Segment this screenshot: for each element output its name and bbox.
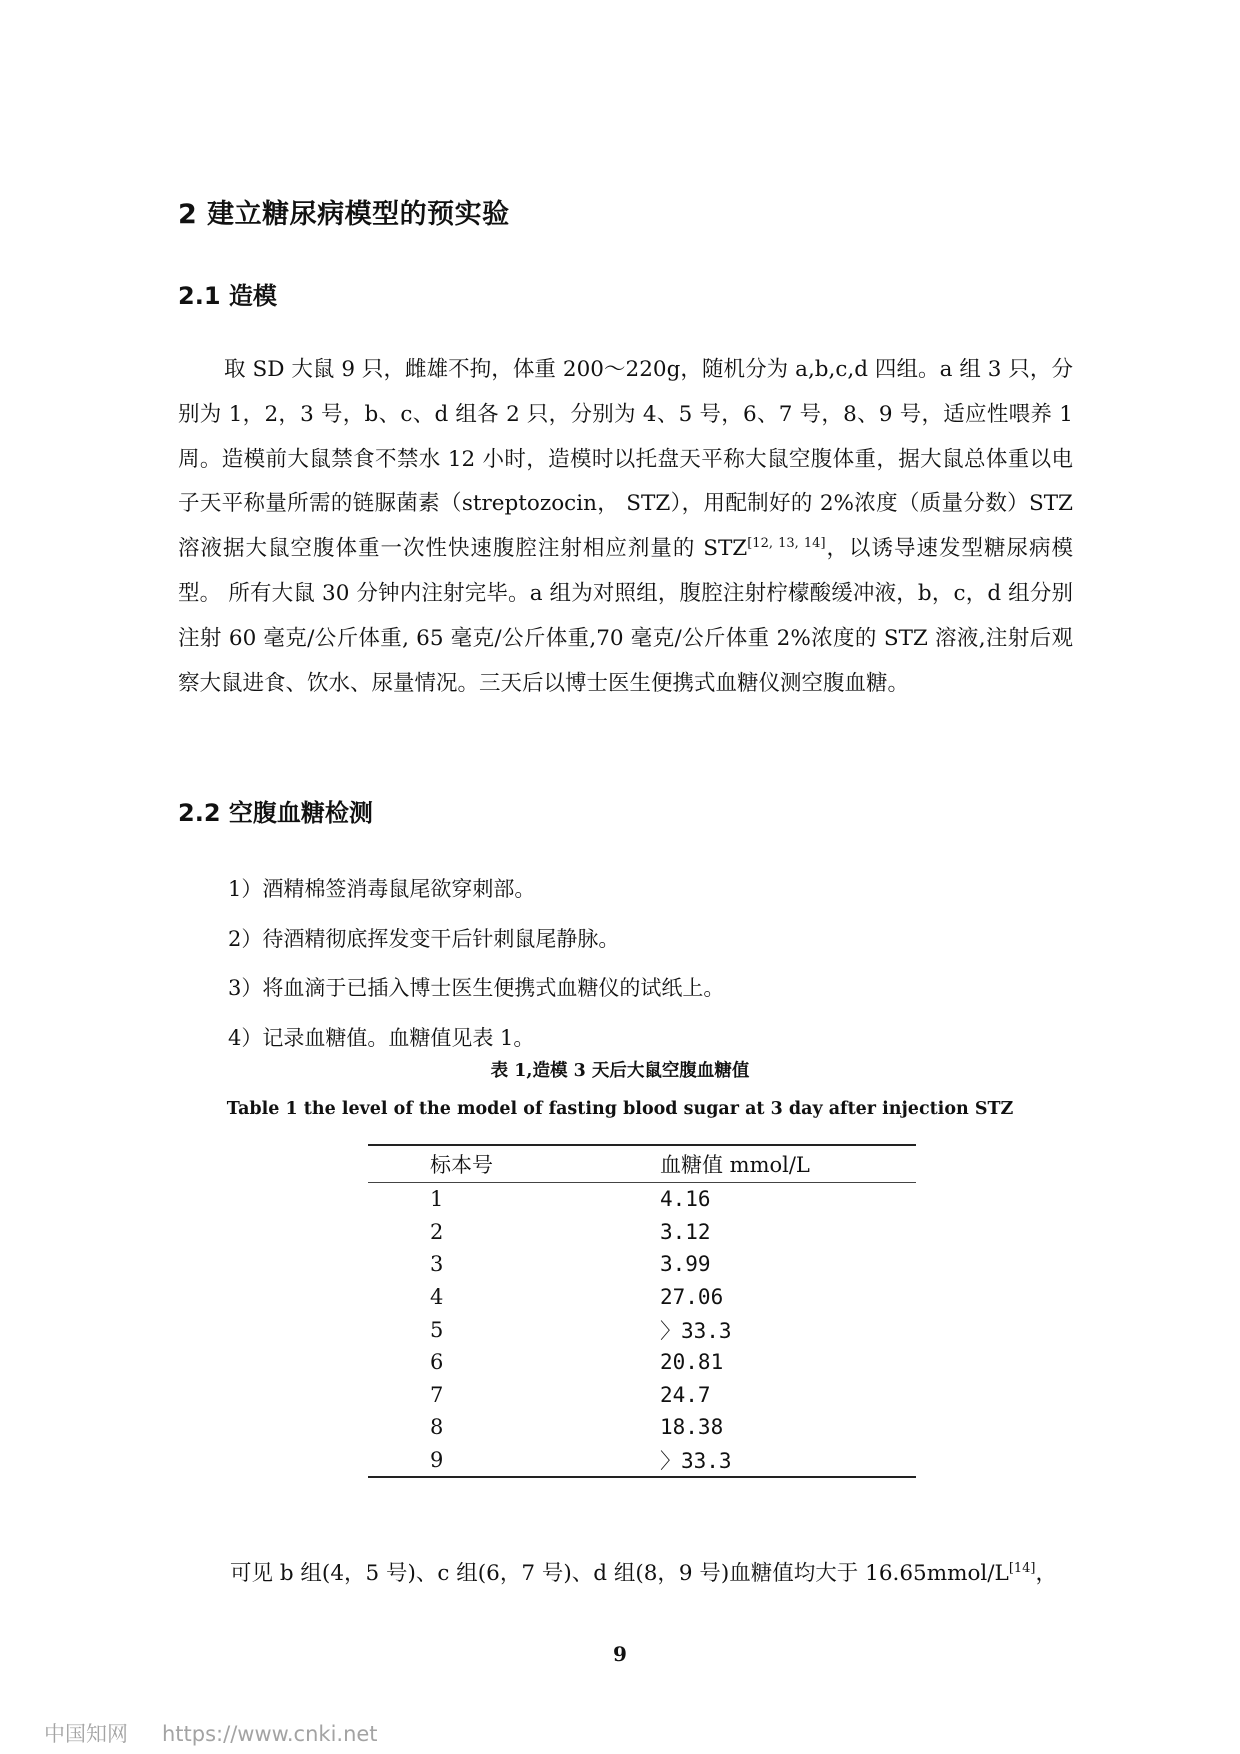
table-row [368,1281,916,1314]
glucose-value-cell: 18.38 [660,1415,724,1440]
blood-glucose-table [368,1144,916,1478]
procedure-step: 4）记录血糖值。血糖值见表 1。 [228,1025,535,1050]
sample-id-cell: 2 [430,1219,444,1244]
procedure-step: 2）待酒精彻底挥发变干后针刺鼠尾静脉。 [228,926,620,951]
procedure-step: 3）将血滴于已插入博士医生便携式血糖仪的试纸上。 [228,976,725,1000]
modeling-paragraph [178,348,1073,706]
section-heading-modeling: 2.1 造模 [178,282,277,310]
glucose-value-cell: 4.16 [660,1187,711,1212]
glucose-value-cell: 3.99 [660,1252,711,1277]
citation-ref[interactable]: [14] [1008,1560,1036,1576]
glucose-value-cell: 〉33.3 [660,1318,732,1343]
sample-id-cell: 9 [430,1448,444,1473]
glucose-value-cell: 3.12 [660,1219,711,1244]
table-header-row [368,1145,916,1183]
sample-id-cell: 1 [430,1187,444,1212]
cnki-watermark [44,1718,378,1748]
procedure-steps [228,865,724,1063]
sample-id-cell: 3 [430,1252,444,1277]
table-caption-en: Table 1 the level of the model of fasting blood sugar at 3 day after injection STZ [226,1099,1014,1119]
conclusion-text: 可见 b 组(4，5 号)、c 组(6，7 号)、d 组(8，9 号)血糖值均大于 16.65mmol/L [230,1561,1009,1586]
watermark-url[interactable]: https://www.cnki.net [162,1722,378,1746]
header-sample-id: 标本号 [430,1153,493,1177]
chapter-heading: 2 建立糖尿病模型的预实验 [178,199,510,230]
sample-id-cell: 5 [430,1317,444,1342]
glucose-value-cell: 〉33.3 [660,1449,732,1474]
table-row [368,1411,916,1444]
sample-id-cell: 4 [430,1285,444,1310]
page-number: 9 [613,1642,627,1666]
table-row [368,1444,916,1478]
table-row [368,1313,916,1346]
table-row [368,1183,916,1216]
citation-ref[interactable]: [12, 13, 14] [747,536,826,552]
table-row [368,1248,916,1281]
glucose-value-cell: 27.06 [660,1285,724,1310]
watermark-brand: 中国知网 [44,1722,128,1746]
table-row [368,1379,916,1412]
header-blood-glucose: 血糖值 mmol/L [660,1153,810,1177]
conclusion-line [230,1556,1057,1587]
modeling-text-part2: ，以诱导速发型糖尿病模型。 所有大鼠 30 分钟内注射完毕。a 组为对照组，腹腔注射柠檬酸缓冲液，b，c，d 组分别注射 60 毫克/公斤体重, 65 毫克/公斤体重,70 毫克/公斤体重 2%浓度的 STZ 溶液,注射后观察大鼠进食、饮水、尿量情况。三天后以博士医生便携式血糖仪测空腹血糖。 [178,536,1073,696]
sample-id-cell: 8 [430,1415,444,1440]
conclusion-tail: ， [1035,1561,1058,1586]
table-row [368,1216,916,1249]
sample-id-cell: 6 [430,1350,444,1375]
section-heading-fasting-glucose: 2.2 空腹血糖检测 [178,799,373,827]
glucose-value-cell: 20.81 [660,1350,724,1375]
modeling-text-part1: 取 SD 大鼠 9 只，雌雄不拘，体重 200～220g，随机分为 a,b,c,d 四组。a 组 3 只，分别为 1，2，3 号，b、c、d 组各 2 只，分别为 4、5 号，6、7 号，8、9 号，适应性喂养 1 周。造模前大鼠禁食不禁水 12 小时，造模时以托盘天平称大鼠空腹体重，据大鼠总体重以电子天平称量所需的链脲菌素（streptozocin， STZ），用配制好的 2%浓度（质量分数）STZ 溶液据大鼠空腹体重一次性快速腹腔注射相应剂量的 STZ [178,357,1073,562]
table-row [368,1346,916,1379]
procedure-step: 1）酒精棉签消毒鼠尾欲穿刺部。 [228,877,536,901]
table-caption-cn: 表 1,造模 3 天后大鼠空腹血糖值 [490,1061,750,1081]
sample-id-cell: 7 [430,1382,444,1407]
glucose-value-cell: 24.7 [660,1382,711,1407]
